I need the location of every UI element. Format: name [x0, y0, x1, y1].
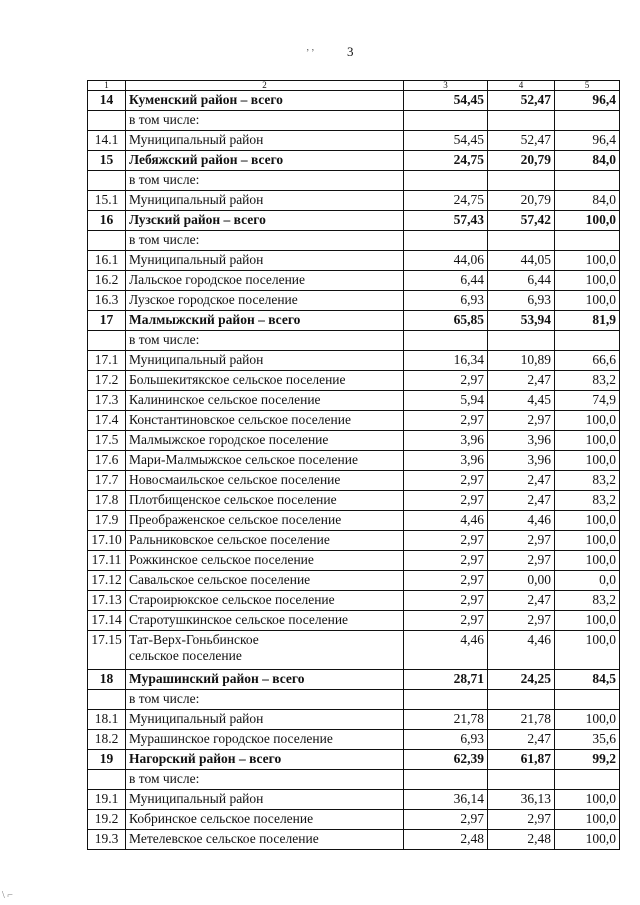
row-name: Муниципальный район [126, 710, 404, 730]
row-value-col3 [404, 111, 488, 131]
row-name: Плотбищенское сельское поселение [126, 491, 404, 511]
row-name: Кобринское сельское поселение [126, 810, 404, 830]
table-row [88, 571, 620, 591]
row-value-col4: 4,46 [488, 511, 555, 531]
row-name: Нагорский район – всего [126, 750, 404, 770]
data-table [87, 80, 620, 850]
row-value-col5: 100,0 [555, 511, 620, 531]
row-number: 17.8 [88, 491, 126, 511]
row-number: 17.9 [88, 511, 126, 531]
row-name: в том числе: [126, 770, 404, 790]
row-name: Старотушкинское сельское поселение [126, 611, 404, 631]
table-row [88, 231, 620, 251]
table-row [88, 750, 620, 770]
row-name: Преображенское сельское поселение [126, 511, 404, 531]
row-number: 18 [88, 670, 126, 690]
row-name: Мурашинское городское поселение [126, 730, 404, 750]
row-name: Куменский район – всего [126, 91, 404, 111]
row-value-col3: 3,96 [404, 431, 488, 451]
row-number: 17.10 [88, 531, 126, 551]
row-value-col4: 2,47 [488, 471, 555, 491]
row-number: 19.3 [88, 830, 126, 850]
row-name: Тат-Верх-Гоньбинское сельское поселение [126, 631, 404, 670]
row-value-col4: 57,42 [488, 211, 555, 231]
table-row [88, 690, 620, 710]
table-row [88, 451, 620, 471]
header-col-2: 2 [126, 81, 404, 91]
row-value-col3 [404, 690, 488, 710]
row-name: Константиновское сельское поселение [126, 411, 404, 431]
row-name: Метелевское сельское поселение [126, 830, 404, 850]
row-name: в том числе: [126, 231, 404, 251]
row-value-col5: 83,2 [555, 491, 620, 511]
row-number: 14 [88, 91, 126, 111]
row-value-col3 [404, 331, 488, 351]
row-name: Малмыжское городское поселение [126, 431, 404, 451]
row-number: 17.2 [88, 371, 126, 391]
row-number: 19.2 [88, 810, 126, 830]
table-row [88, 411, 620, 431]
row-value-col5: 100,0 [555, 611, 620, 631]
row-name: Муниципальный район [126, 131, 404, 151]
table-row [88, 790, 620, 810]
table-row [88, 810, 620, 830]
row-value-col3: 57,43 [404, 211, 488, 231]
row-number: 16.3 [88, 291, 126, 311]
row-value-col5: 100,0 [555, 411, 620, 431]
header-col-3: 3 [404, 81, 488, 91]
row-value-col5: 83,2 [555, 591, 620, 611]
row-value-col3: 3,96 [404, 451, 488, 471]
row-value-col5: 100,0 [555, 291, 620, 311]
row-value-col4: 4,46 [488, 631, 555, 670]
row-value-col4: 2,48 [488, 830, 555, 850]
row-value-col4: 20,79 [488, 151, 555, 171]
row-number: 17.5 [88, 431, 126, 451]
row-value-col5: 96,4 [555, 91, 620, 111]
row-value-col5 [555, 231, 620, 251]
row-name: Новосмаильское сельское поселение [126, 471, 404, 491]
row-number: 17.1 [88, 351, 126, 371]
row-value-col3: 62,39 [404, 750, 488, 770]
table-row [88, 591, 620, 611]
table-row [88, 251, 620, 271]
row-name: Савальское сельское поселение [126, 571, 404, 591]
row-value-col4 [488, 331, 555, 351]
table-row [88, 371, 620, 391]
row-name: Мари-Малмыжское сельское поселение [126, 451, 404, 471]
row-name: в том числе: [126, 171, 404, 191]
row-value-col5: 100,0 [555, 631, 620, 670]
row-value-col3: 6,93 [404, 291, 488, 311]
row-value-col3: 2,97 [404, 471, 488, 491]
table-row [88, 151, 620, 171]
row-value-col3: 2,97 [404, 571, 488, 591]
table-row [88, 271, 620, 291]
row-number: 17.6 [88, 451, 126, 471]
row-value-col4: 3,96 [488, 431, 555, 451]
row-value-col4: 0,00 [488, 571, 555, 591]
page-number: 3 [347, 44, 354, 59]
row-value-col4: 6,93 [488, 291, 555, 311]
row-value-col5 [555, 331, 620, 351]
row-value-col3: 65,85 [404, 311, 488, 331]
row-name: Муниципальный район [126, 251, 404, 271]
row-name: Лузское городское поселение [126, 291, 404, 311]
row-value-col3 [404, 231, 488, 251]
row-value-col5: 100,0 [555, 531, 620, 551]
row-value-col4: 61,87 [488, 750, 555, 770]
row-value-col5 [555, 690, 620, 710]
table-row [88, 551, 620, 571]
row-value-col3: 2,48 [404, 830, 488, 850]
row-number [88, 690, 126, 710]
row-value-col5: 100,0 [555, 710, 620, 730]
row-name: в том числе: [126, 331, 404, 351]
row-value-col5: 100,0 [555, 251, 620, 271]
table-row [88, 631, 620, 670]
row-value-col3: 36,14 [404, 790, 488, 810]
row-value-col3: 28,71 [404, 670, 488, 690]
row-number: 18.1 [88, 710, 126, 730]
row-number: 19.1 [88, 790, 126, 810]
row-value-col5: 100,0 [555, 810, 620, 830]
row-name: Калининское сельское поселение [126, 391, 404, 411]
table-header [88, 81, 620, 91]
row-value-col4: 21,78 [488, 710, 555, 730]
row-value-col4: 2,97 [488, 531, 555, 551]
row-number: 15 [88, 151, 126, 171]
table-row [88, 511, 620, 531]
table-row [88, 830, 620, 850]
row-name: Лузский район – всего [126, 211, 404, 231]
row-number: 17.15 [88, 631, 126, 670]
table-row [88, 670, 620, 690]
row-value-col5 [555, 111, 620, 131]
row-number: 14.1 [88, 131, 126, 151]
row-number: 17.13 [88, 591, 126, 611]
table-row [88, 211, 620, 231]
row-value-col4: 3,96 [488, 451, 555, 471]
row-value-col3: 24,75 [404, 151, 488, 171]
row-value-col5: 66,6 [555, 351, 620, 371]
row-value-col4: 10,89 [488, 351, 555, 371]
row-value-col3: 2,97 [404, 411, 488, 431]
table-row [88, 131, 620, 151]
row-number: 16.1 [88, 251, 126, 271]
row-value-col5: 83,2 [555, 471, 620, 491]
row-number: 17.11 [88, 551, 126, 571]
row-value-col5 [555, 770, 620, 790]
row-value-col3: 6,93 [404, 730, 488, 750]
row-value-col4 [488, 231, 555, 251]
row-value-col4: 2,97 [488, 611, 555, 631]
row-number: 17.12 [88, 571, 126, 591]
row-value-col5: 100,0 [555, 211, 620, 231]
row-value-col4 [488, 770, 555, 790]
table-row [88, 431, 620, 451]
row-value-col3: 2,97 [404, 611, 488, 631]
row-value-col5: 99,2 [555, 750, 620, 770]
row-value-col3: 4,46 [404, 511, 488, 531]
row-value-col5: 0,0 [555, 571, 620, 591]
row-value-col3: 44,06 [404, 251, 488, 271]
row-name: в том числе: [126, 111, 404, 131]
row-number [88, 171, 126, 191]
row-number: 17.4 [88, 411, 126, 431]
row-value-col3: 6,44 [404, 271, 488, 291]
row-name: Староирюкское сельское поселение [126, 591, 404, 611]
row-value-col5: 100,0 [555, 431, 620, 451]
table-row [88, 91, 620, 111]
row-number: 16 [88, 211, 126, 231]
row-number: 17 [88, 311, 126, 331]
row-value-col5 [555, 171, 620, 191]
table-body [88, 91, 620, 850]
table-row [88, 331, 620, 351]
row-value-col3: 2,97 [404, 371, 488, 391]
row-number: 17.3 [88, 391, 126, 411]
row-value-col5: 84,0 [555, 191, 620, 211]
table-row [88, 611, 620, 631]
row-value-col4 [488, 690, 555, 710]
row-number: 19 [88, 750, 126, 770]
row-value-col5: 74,9 [555, 391, 620, 411]
table-row [88, 710, 620, 730]
row-value-col3 [404, 770, 488, 790]
row-name: Большекитякское сельское поселение [126, 371, 404, 391]
scan-marks: ’ ’ [306, 48, 315, 59]
row-value-col5: 100,0 [555, 551, 620, 571]
row-number: 18.2 [88, 730, 126, 750]
table-row [88, 351, 620, 371]
row-number: 15.1 [88, 191, 126, 211]
header-col-4: 4 [488, 81, 555, 91]
row-value-col4 [488, 171, 555, 191]
header-col-1: 1 [88, 81, 126, 91]
header-row [88, 81, 620, 91]
row-number: 17.7 [88, 471, 126, 491]
row-name: Малмыжский район – всего [126, 311, 404, 331]
row-number [88, 111, 126, 131]
row-name: Муниципальный район [126, 790, 404, 810]
row-value-col3 [404, 171, 488, 191]
row-name: в том числе: [126, 690, 404, 710]
row-value-col3: 2,97 [404, 491, 488, 511]
table-row [88, 171, 620, 191]
row-value-col4: 36,13 [488, 790, 555, 810]
row-number: 17.14 [88, 611, 126, 631]
row-value-col4: 20,79 [488, 191, 555, 211]
table-row [88, 491, 620, 511]
table-row [88, 291, 620, 311]
row-value-col5: 100,0 [555, 451, 620, 471]
row-value-col4: 2,47 [488, 730, 555, 750]
row-value-col4: 4,45 [488, 391, 555, 411]
table-row [88, 770, 620, 790]
row-value-col3: 21,78 [404, 710, 488, 730]
row-value-col3: 2,97 [404, 810, 488, 830]
row-value-col4: 52,47 [488, 91, 555, 111]
row-value-col5: 100,0 [555, 271, 620, 291]
row-name: Мурашинский район – всего [126, 670, 404, 690]
row-value-col3: 2,97 [404, 551, 488, 571]
row-value-col5: 35,6 [555, 730, 620, 750]
row-value-col3: 54,45 [404, 91, 488, 111]
header-col-5: 5 [555, 81, 620, 91]
row-name: Лебяжский район – всего [126, 151, 404, 171]
row-value-col5: 84,0 [555, 151, 620, 171]
row-value-col4: 6,44 [488, 271, 555, 291]
row-value-col4: 2,47 [488, 371, 555, 391]
row-name: Ральниковское сельское поселение [126, 531, 404, 551]
row-value-col3: 2,97 [404, 531, 488, 551]
table-row [88, 531, 620, 551]
table-row [88, 311, 620, 331]
row-value-col3: 16,34 [404, 351, 488, 371]
row-value-col4: 2,47 [488, 491, 555, 511]
row-value-col5: 81,9 [555, 311, 620, 331]
row-value-col4: 2,97 [488, 551, 555, 571]
row-number [88, 770, 126, 790]
row-value-col5: 96,4 [555, 131, 620, 151]
row-number: 16.2 [88, 271, 126, 291]
row-name: Муниципальный район [126, 351, 404, 371]
row-name: Муниципальный район [126, 191, 404, 211]
row-value-col4: 44,05 [488, 251, 555, 271]
row-value-col4: 2,97 [488, 810, 555, 830]
row-name: Лальское городское поселение [126, 271, 404, 291]
row-value-col5: 100,0 [555, 790, 620, 810]
row-value-col4: 2,47 [488, 591, 555, 611]
row-number [88, 331, 126, 351]
row-value-col4: 2,97 [488, 411, 555, 431]
row-value-col5: 83,2 [555, 371, 620, 391]
table-row [88, 730, 620, 750]
row-value-col5: 100,0 [555, 830, 620, 850]
row-value-col4: 24,25 [488, 670, 555, 690]
row-value-col4: 53,94 [488, 311, 555, 331]
row-value-col4 [488, 111, 555, 131]
table-row [88, 391, 620, 411]
row-value-col3: 24,75 [404, 191, 488, 211]
row-number [88, 231, 126, 251]
row-value-col4: 52,47 [488, 131, 555, 151]
table-row [88, 111, 620, 131]
row-value-col3: 4,46 [404, 631, 488, 670]
row-value-col3: 2,97 [404, 591, 488, 611]
row-name: Рожкинское сельское поселение [126, 551, 404, 571]
scan-artifact: \ ⌐ [2, 890, 13, 901]
row-value-col3: 5,94 [404, 391, 488, 411]
table-row [88, 191, 620, 211]
table-row [88, 471, 620, 491]
row-value-col5: 84,5 [555, 670, 620, 690]
row-value-col3: 54,45 [404, 131, 488, 151]
